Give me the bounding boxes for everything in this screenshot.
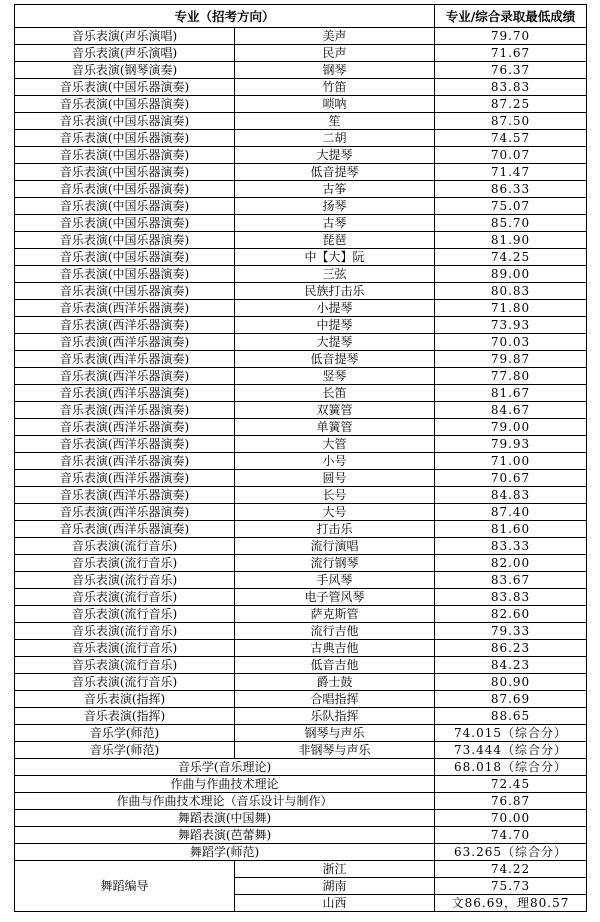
score-cell: 86.23 (435, 640, 587, 657)
table-row (15, 725, 587, 742)
major-cell: 音乐表演(中国乐器演奏) (15, 215, 235, 232)
major-cell: 音乐表演(西洋乐器演奏) (15, 368, 235, 385)
score-cell: 74.015（综合分） (435, 725, 587, 742)
table-row (15, 130, 587, 147)
direction-cell: 乐队指挥 (235, 708, 435, 725)
major-cell: 音乐表演(西洋乐器演奏) (15, 300, 235, 317)
direction-cell: 大提琴 (235, 147, 435, 164)
major-cell: 音乐表演(西洋乐器演奏) (15, 351, 235, 368)
direction-cell: 电子管风琴 (235, 589, 435, 606)
major-cell: 音乐表演(流行音乐) (15, 538, 235, 555)
major-cell: 音乐表演(指挥) (15, 691, 235, 708)
table-row (15, 691, 587, 708)
table-row (15, 28, 587, 45)
score-cell: 79.00 (435, 419, 587, 436)
major-cell: 音乐表演(流行音乐) (15, 572, 235, 589)
table-row (15, 470, 587, 487)
direction-cell: 低音提琴 (235, 351, 435, 368)
score-cell: 79.93 (435, 436, 587, 453)
direction-cell: 低音吉他 (235, 657, 435, 674)
table-row (15, 215, 587, 232)
direction-cell: 长笛 (235, 385, 435, 402)
score-sheet (14, 4, 587, 912)
direction-cell: 单簧管 (235, 419, 435, 436)
major-cell: 音乐表演(中国乐器演奏) (15, 79, 235, 96)
direction-cell: 流行钢琴 (235, 555, 435, 572)
score-cell: 74.22 (435, 861, 587, 878)
score-cell: 84.83 (435, 487, 587, 504)
score-cell: 87.50 (435, 113, 587, 130)
score-cell: 83.67 (435, 572, 587, 589)
major-cell: 音乐表演(流行音乐) (15, 555, 235, 572)
major-cell: 音乐表演(西洋乐器演奏) (15, 436, 235, 453)
major-cell: 音乐表演(流行音乐) (15, 589, 235, 606)
table-row (15, 555, 587, 572)
direction-cell: 古琴 (235, 215, 435, 232)
major-cell: 音乐表演(中国乐器演奏) (15, 113, 235, 130)
direction-cell: 大管 (235, 436, 435, 453)
major-cell: 音乐表演(西洋乐器演奏) (15, 334, 235, 351)
score-cell: 70.67 (435, 470, 587, 487)
choreo-major-cell: 舞蹈编导 (15, 861, 235, 912)
direction-cell: 合唱指挥 (235, 691, 435, 708)
score-cell: 80.83 (435, 283, 587, 300)
major-cell: 音乐学(师范) (15, 725, 235, 742)
table-row (15, 674, 587, 691)
major-cell: 音乐表演(西洋乐器演奏) (15, 385, 235, 402)
table-row (15, 402, 587, 419)
major-cell: 音乐表演(中国乐器演奏) (15, 232, 235, 249)
direction-cell: 流行吉他 (235, 623, 435, 640)
score-cell: 77.80 (435, 368, 587, 385)
major-cell: 音乐表演(中国乐器演奏) (15, 283, 235, 300)
table-row (15, 181, 587, 198)
major-cell: 音乐表演(中国乐器演奏) (15, 164, 235, 181)
major-cell: 音乐表演(西洋乐器演奏) (15, 402, 235, 419)
major-column-header: 专业（招考方向） (15, 5, 435, 28)
major-cell: 音乐表演(中国乐器演奏) (15, 147, 235, 164)
score-cell: 82.60 (435, 606, 587, 623)
direction-cell: 小提琴 (235, 300, 435, 317)
major-cell: 音乐表演(西洋乐器演奏) (15, 487, 235, 504)
direction-cell: 打击乐 (235, 521, 435, 538)
direction-cell: 美声 (235, 28, 435, 45)
score-cell: 79.33 (435, 623, 587, 640)
table-row (15, 96, 587, 113)
major-cell: 音乐表演(西洋乐器演奏) (15, 521, 235, 538)
table-row (15, 198, 587, 215)
score-cell: 83.33 (435, 538, 587, 555)
table-row (15, 606, 587, 623)
table-row (15, 232, 587, 249)
score-cell: 82.00 (435, 555, 587, 572)
major-cell: 音乐表演(中国乐器演奏) (15, 181, 235, 198)
score-cell: 71.80 (435, 300, 587, 317)
direction-cell: 民声 (235, 45, 435, 62)
direction-cell: 非钢琴与声乐 (235, 742, 435, 759)
major-cell: 音乐表演(流行音乐) (15, 674, 235, 691)
score-cell: 74.57 (435, 130, 587, 147)
table-row (15, 368, 587, 385)
direction-cell: 长号 (235, 487, 435, 504)
score-cell: 83.83 (435, 589, 587, 606)
table-row (15, 147, 587, 164)
score-cell: 76.87 (435, 793, 587, 810)
score-cell: 73.93 (435, 317, 587, 334)
region-cell: 山西 (235, 895, 435, 912)
score-cell: 75.07 (435, 198, 587, 215)
score-cell: 70.07 (435, 147, 587, 164)
major-cell: 音乐表演(流行音乐) (15, 623, 235, 640)
major-cell: 音乐学(师范) (15, 742, 235, 759)
table-row (15, 521, 587, 538)
direction-cell: 大提琴 (235, 334, 435, 351)
score-cell: 81.60 (435, 521, 587, 538)
table-row (15, 249, 587, 266)
score-cell: 87.25 (435, 96, 587, 113)
major-merged-cell: 舞蹈表演(芭蕾舞) (15, 827, 435, 844)
table-row (15, 79, 587, 96)
score-cell: 80.90 (435, 674, 587, 691)
major-cell: 音乐表演(中国乐器演奏) (15, 130, 235, 147)
score-cell: 79.87 (435, 351, 587, 368)
direction-cell: 古典吉他 (235, 640, 435, 657)
direction-cell: 唢呐 (235, 96, 435, 113)
direction-cell: 中提琴 (235, 317, 435, 334)
score-cell: 72.45 (435, 776, 587, 793)
score-cell: 70.03 (435, 334, 587, 351)
score-cell: 85.70 (435, 215, 587, 232)
table-row (15, 708, 587, 725)
score-cell: 81.67 (435, 385, 587, 402)
table-row (15, 45, 587, 62)
direction-cell: 钢琴与声乐 (235, 725, 435, 742)
direction-cell: 圆号 (235, 470, 435, 487)
table-row (15, 844, 587, 861)
score-cell: 71.47 (435, 164, 587, 181)
score-cell: 79.70 (435, 28, 587, 45)
table-row (15, 283, 587, 300)
direction-cell: 笙 (235, 113, 435, 130)
direction-cell: 竹笛 (235, 79, 435, 96)
direction-cell: 爵士鼓 (235, 674, 435, 691)
score-cell: 81.90 (435, 232, 587, 249)
direction-cell: 三弦 (235, 266, 435, 283)
region-cell: 浙江 (235, 861, 435, 878)
table-row (15, 827, 587, 844)
table-row (15, 776, 587, 793)
direction-cell: 二胡 (235, 130, 435, 147)
table-row (15, 793, 587, 810)
table-row (15, 657, 587, 674)
table-row (15, 487, 587, 504)
direction-cell: 中【大】阮 (235, 249, 435, 266)
score-cell: 88.65 (435, 708, 587, 725)
major-cell: 音乐表演(西洋乐器演奏) (15, 317, 235, 334)
direction-cell: 民族打击乐 (235, 283, 435, 300)
table-row (15, 589, 587, 606)
table-row (15, 113, 587, 130)
table-row (15, 810, 587, 827)
score-cell: 84.23 (435, 657, 587, 674)
major-cell: 音乐表演(流行音乐) (15, 606, 235, 623)
major-cell: 音乐表演(中国乐器演奏) (15, 198, 235, 215)
score-cell: 89.00 (435, 266, 587, 283)
score-cell: 86.33 (435, 181, 587, 198)
table-row (15, 759, 587, 776)
major-cell: 音乐表演(中国乐器演奏) (15, 96, 235, 113)
table-row (15, 351, 587, 368)
major-cell: 音乐表演(声乐演唱) (15, 28, 235, 45)
table-row (15, 385, 587, 402)
admission-score-table (14, 4, 587, 912)
score-cell: 74.70 (435, 827, 587, 844)
direction-cell: 流行演唱 (235, 538, 435, 555)
table-body (15, 28, 587, 912)
major-cell: 音乐表演(西洋乐器演奏) (15, 419, 235, 436)
score-cell: 84.67 (435, 402, 587, 419)
score-cell: 71.00 (435, 453, 587, 470)
table-row (15, 742, 587, 759)
major-cell: 音乐表演(西洋乐器演奏) (15, 504, 235, 521)
direction-cell: 扬琴 (235, 198, 435, 215)
major-cell: 音乐表演(西洋乐器演奏) (15, 470, 235, 487)
major-merged-cell: 作曲与作曲技术理论 (15, 776, 435, 793)
region-cell: 湖南 (235, 878, 435, 895)
score-cell: 70.00 (435, 810, 587, 827)
direction-cell: 手风琴 (235, 572, 435, 589)
score-cell: 73.444（综合分） (435, 742, 587, 759)
major-cell: 音乐表演(中国乐器演奏) (15, 266, 235, 283)
direction-cell: 萨克斯管 (235, 606, 435, 623)
direction-cell: 低音提琴 (235, 164, 435, 181)
score-cell: 63.265（综合分） (435, 844, 587, 861)
table-row (15, 62, 587, 79)
score-cell: 87.69 (435, 691, 587, 708)
score-column-header: 专业/综合录取最低成绩 (435, 5, 587, 28)
score-cell: 87.40 (435, 504, 587, 521)
table-row (15, 453, 587, 470)
direction-cell: 琵琶 (235, 232, 435, 249)
major-cell: 音乐表演(声乐演唱) (15, 45, 235, 62)
table-row (15, 164, 587, 181)
direction-cell: 大号 (235, 504, 435, 521)
direction-cell: 古筝 (235, 181, 435, 198)
direction-cell: 小号 (235, 453, 435, 470)
table-row (15, 266, 587, 283)
major-cell: 音乐表演(中国乐器演奏) (15, 249, 235, 266)
major-cell: 音乐表演(流行音乐) (15, 640, 235, 657)
table-row (15, 334, 587, 351)
table-row (15, 861, 587, 878)
score-cell: 71.67 (435, 45, 587, 62)
direction-cell: 竖琴 (235, 368, 435, 385)
major-cell: 音乐表演(钢琴演奏) (15, 62, 235, 79)
score-cell: 75.73 (435, 878, 587, 895)
table-row (15, 419, 587, 436)
table-row (15, 504, 587, 521)
score-cell: 文86.69，理80.57 (435, 895, 587, 912)
major-merged-cell: 舞蹈表演(中国舞) (15, 810, 435, 827)
table-header-row (15, 5, 587, 28)
score-cell: 74.25 (435, 249, 587, 266)
table-row (15, 623, 587, 640)
major-merged-cell: 作曲与作曲技术理论（音乐设计与制作） (15, 793, 435, 810)
table-row (15, 538, 587, 555)
major-cell: 音乐表演(西洋乐器演奏) (15, 453, 235, 470)
table-row (15, 572, 587, 589)
score-cell: 83.83 (435, 79, 587, 96)
score-cell: 76.37 (435, 62, 587, 79)
table-row (15, 300, 587, 317)
direction-cell: 双簧管 (235, 402, 435, 419)
table-row (15, 436, 587, 453)
direction-cell: 钢琴 (235, 62, 435, 79)
major-merged-cell: 音乐学(音乐理论) (15, 759, 435, 776)
major-cell: 音乐表演(流行音乐) (15, 657, 235, 674)
major-merged-cell: 舞蹈学(师范) (15, 844, 435, 861)
table-row (15, 317, 587, 334)
score-cell: 68.018（综合分） (435, 759, 587, 776)
major-cell: 音乐表演(指挥) (15, 708, 235, 725)
table-row (15, 640, 587, 657)
